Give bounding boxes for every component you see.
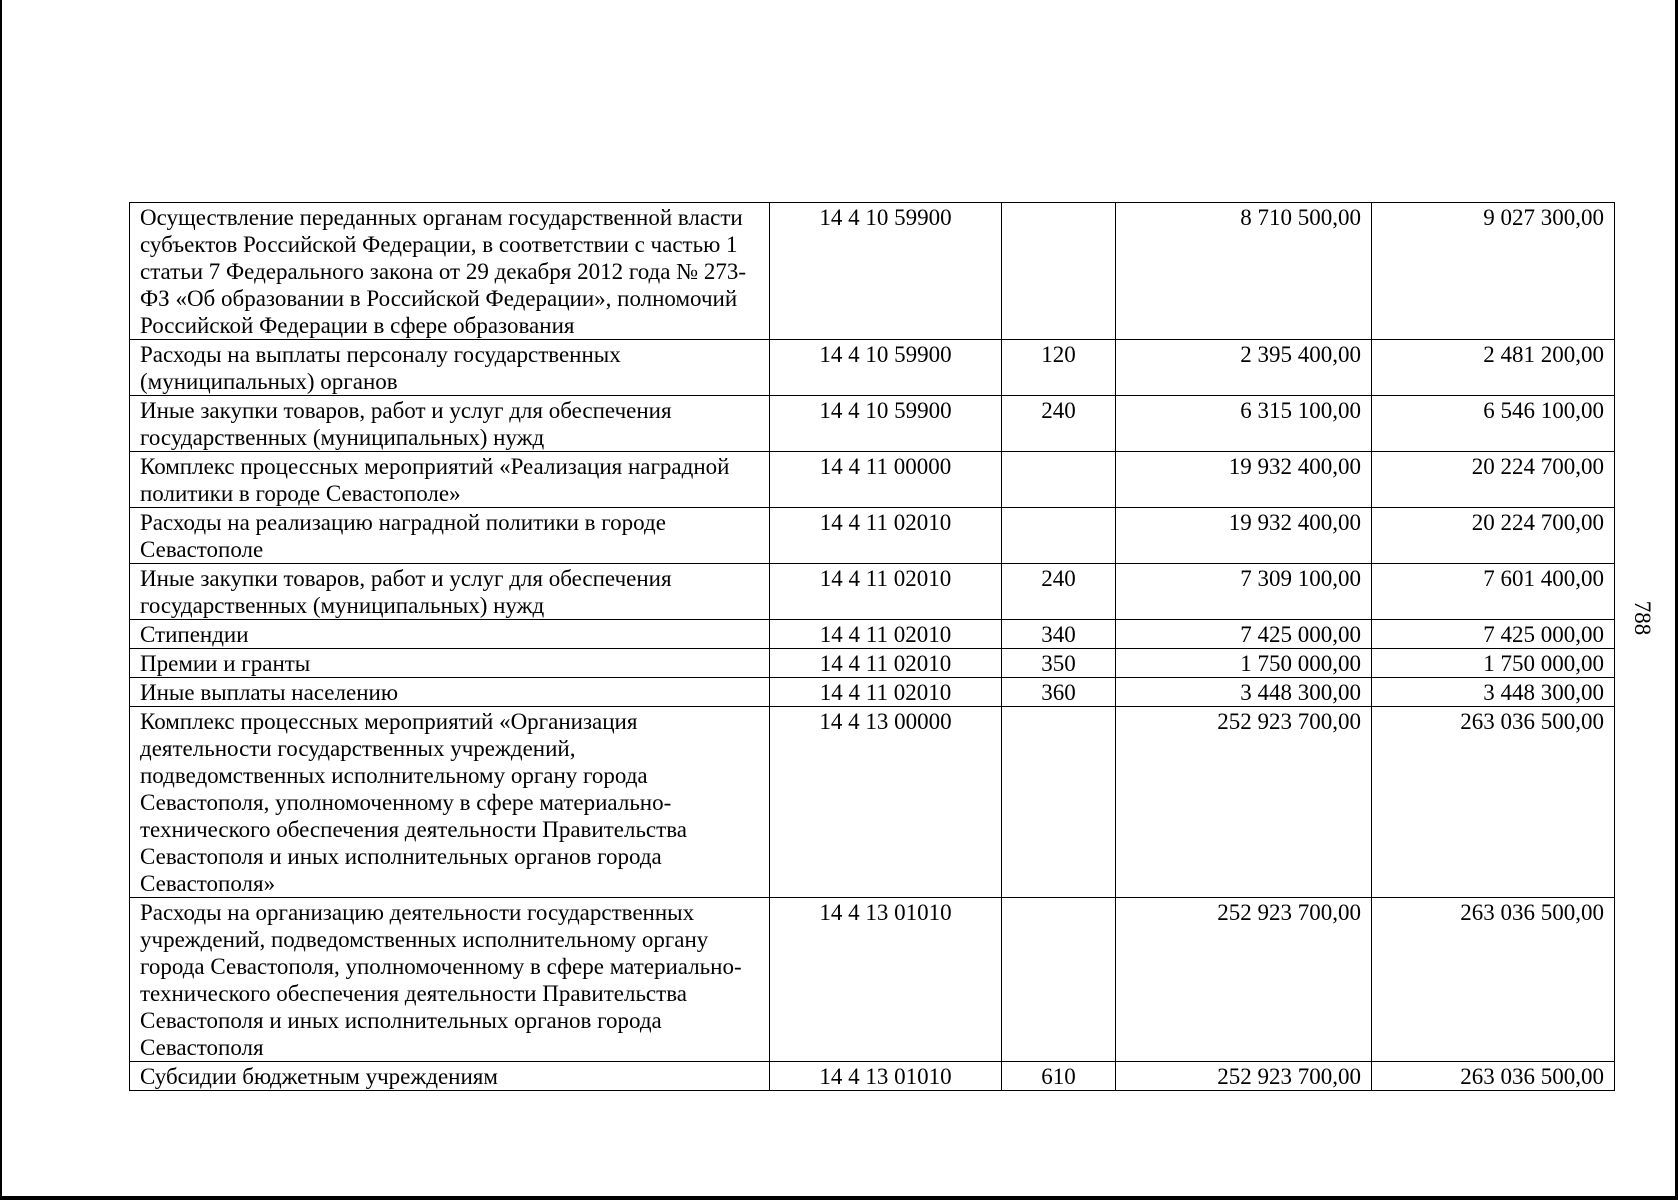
table-row [130,678,1615,707]
row-type [1002,707,1116,898]
row-code: 14 4 13 01010 [770,1062,1002,1091]
row-year2-amount: 1 750 000,00 [1372,649,1615,678]
row-code: 14 4 11 02010 [770,620,1002,649]
row-type [1002,898,1116,1062]
row-year1-amount: 8 710 500,00 [1116,203,1372,340]
row-name: Расходы на реализацию наградной политики в городе Севастополе [130,508,770,564]
row-code: 14 4 11 02010 [770,564,1002,620]
row-code: 14 4 13 00000 [770,707,1002,898]
table-row [130,508,1615,564]
row-type: 350 [1002,649,1116,678]
row-year2-amount: 263 036 500,00 [1372,898,1615,1062]
table-row [130,707,1615,898]
row-year1-amount: 19 932 400,00 [1116,452,1372,508]
page-number: 788 [1630,600,1655,636]
row-type [1002,452,1116,508]
row-name: Расходы на организацию деятельности государственных учреждений, подведомственных исполнительному органу города Севастополя, уполномоченному в сфере материально-технического обеспечения деятельности Правительства Севастополя и иных исполнительных органов города Севастополя [130,898,770,1062]
row-code: 14 4 11 02010 [770,649,1002,678]
row-type: 120 [1002,340,1116,396]
row-name: Комплекс процессных мероприятий «Организация деятельности государственных учреждений, подведомственных исполнительному органу города Севастополя, уполномоченному в сфере материально-технического обеспечения деятельности Правительства Севастополя и иных исполнительных органов города Севастополя» [130,707,770,898]
row-type [1002,203,1116,340]
table-row [130,898,1615,1062]
row-year2-amount: 20 224 700,00 [1372,452,1615,508]
row-year2-amount: 263 036 500,00 [1372,1062,1615,1091]
row-name: Субсидии бюджетным учреждениям [130,1062,770,1091]
row-code: 14 4 10 59900 [770,203,1002,340]
table-row [130,203,1615,340]
row-year1-amount: 3 448 300,00 [1116,678,1372,707]
table-row [130,1062,1615,1091]
budget-table-body [130,203,1615,1091]
row-code: 14 4 10 59900 [770,340,1002,396]
row-year2-amount: 263 036 500,00 [1372,707,1615,898]
row-year1-amount: 252 923 700,00 [1116,898,1372,1062]
row-year2-amount: 7 425 000,00 [1372,620,1615,649]
row-type: 610 [1002,1062,1116,1091]
table-row [130,396,1615,452]
row-code: 14 4 10 59900 [770,396,1002,452]
row-name: Комплекс процессных мероприятий «Реализация наградной политики в городе Севастополе» [130,452,770,508]
row-code: 14 4 11 02010 [770,678,1002,707]
table-row [130,620,1615,649]
row-type: 240 [1002,564,1116,620]
row-name: Расходы на выплаты персоналу государственных (муниципальных) органов [130,340,770,396]
row-year2-amount: 2 481 200,00 [1372,340,1615,396]
table-row [130,340,1615,396]
row-year1-amount: 252 923 700,00 [1116,707,1372,898]
row-name: Иные выплаты населению [130,678,770,707]
row-type: 340 [1002,620,1116,649]
row-year2-amount: 3 448 300,00 [1372,678,1615,707]
row-year2-amount: 9 027 300,00 [1372,203,1615,340]
row-year1-amount: 19 932 400,00 [1116,508,1372,564]
row-year1-amount: 252 923 700,00 [1116,1062,1372,1091]
row-code: 14 4 11 00000 [770,452,1002,508]
row-name: Иные закупки товаров, работ и услуг для обеспечения государственных (муниципальных) нужд [130,396,770,452]
row-type: 360 [1002,678,1116,707]
table-row [130,649,1615,678]
row-year1-amount: 7 425 000,00 [1116,620,1372,649]
row-code: 14 4 11 02010 [770,508,1002,564]
row-year2-amount: 6 546 100,00 [1372,396,1615,452]
row-name: Премии и гранты [130,649,770,678]
row-year1-amount: 2 395 400,00 [1116,340,1372,396]
row-year2-amount: 7 601 400,00 [1372,564,1615,620]
budget-table [129,202,1615,1091]
scan-edge-left [0,0,2,1200]
row-code: 14 4 13 01010 [770,898,1002,1062]
row-name: Иные закупки товаров, работ и услуг для обеспечения государственных (муниципальных) нужд [130,564,770,620]
table-row [130,452,1615,508]
table-row [130,564,1615,620]
row-year1-amount: 1 750 000,00 [1116,649,1372,678]
row-year2-amount: 20 224 700,00 [1372,508,1615,564]
row-type: 240 [1002,396,1116,452]
scan-edge-bottom [0,1196,1678,1200]
row-name: Осуществление переданных органам государственной власти субъектов Российской Федерации, в соответствии с частью 1 статьи 7 Федерального закона от 29 декабря 2012 года № 273-ФЗ «Об образовании в Российской Федерации», полномочий Российской Федерации в сфере образования [130,203,770,340]
row-name: Стипендии [130,620,770,649]
row-year1-amount: 6 315 100,00 [1116,396,1372,452]
row-type [1002,508,1116,564]
row-year1-amount: 7 309 100,00 [1116,564,1372,620]
